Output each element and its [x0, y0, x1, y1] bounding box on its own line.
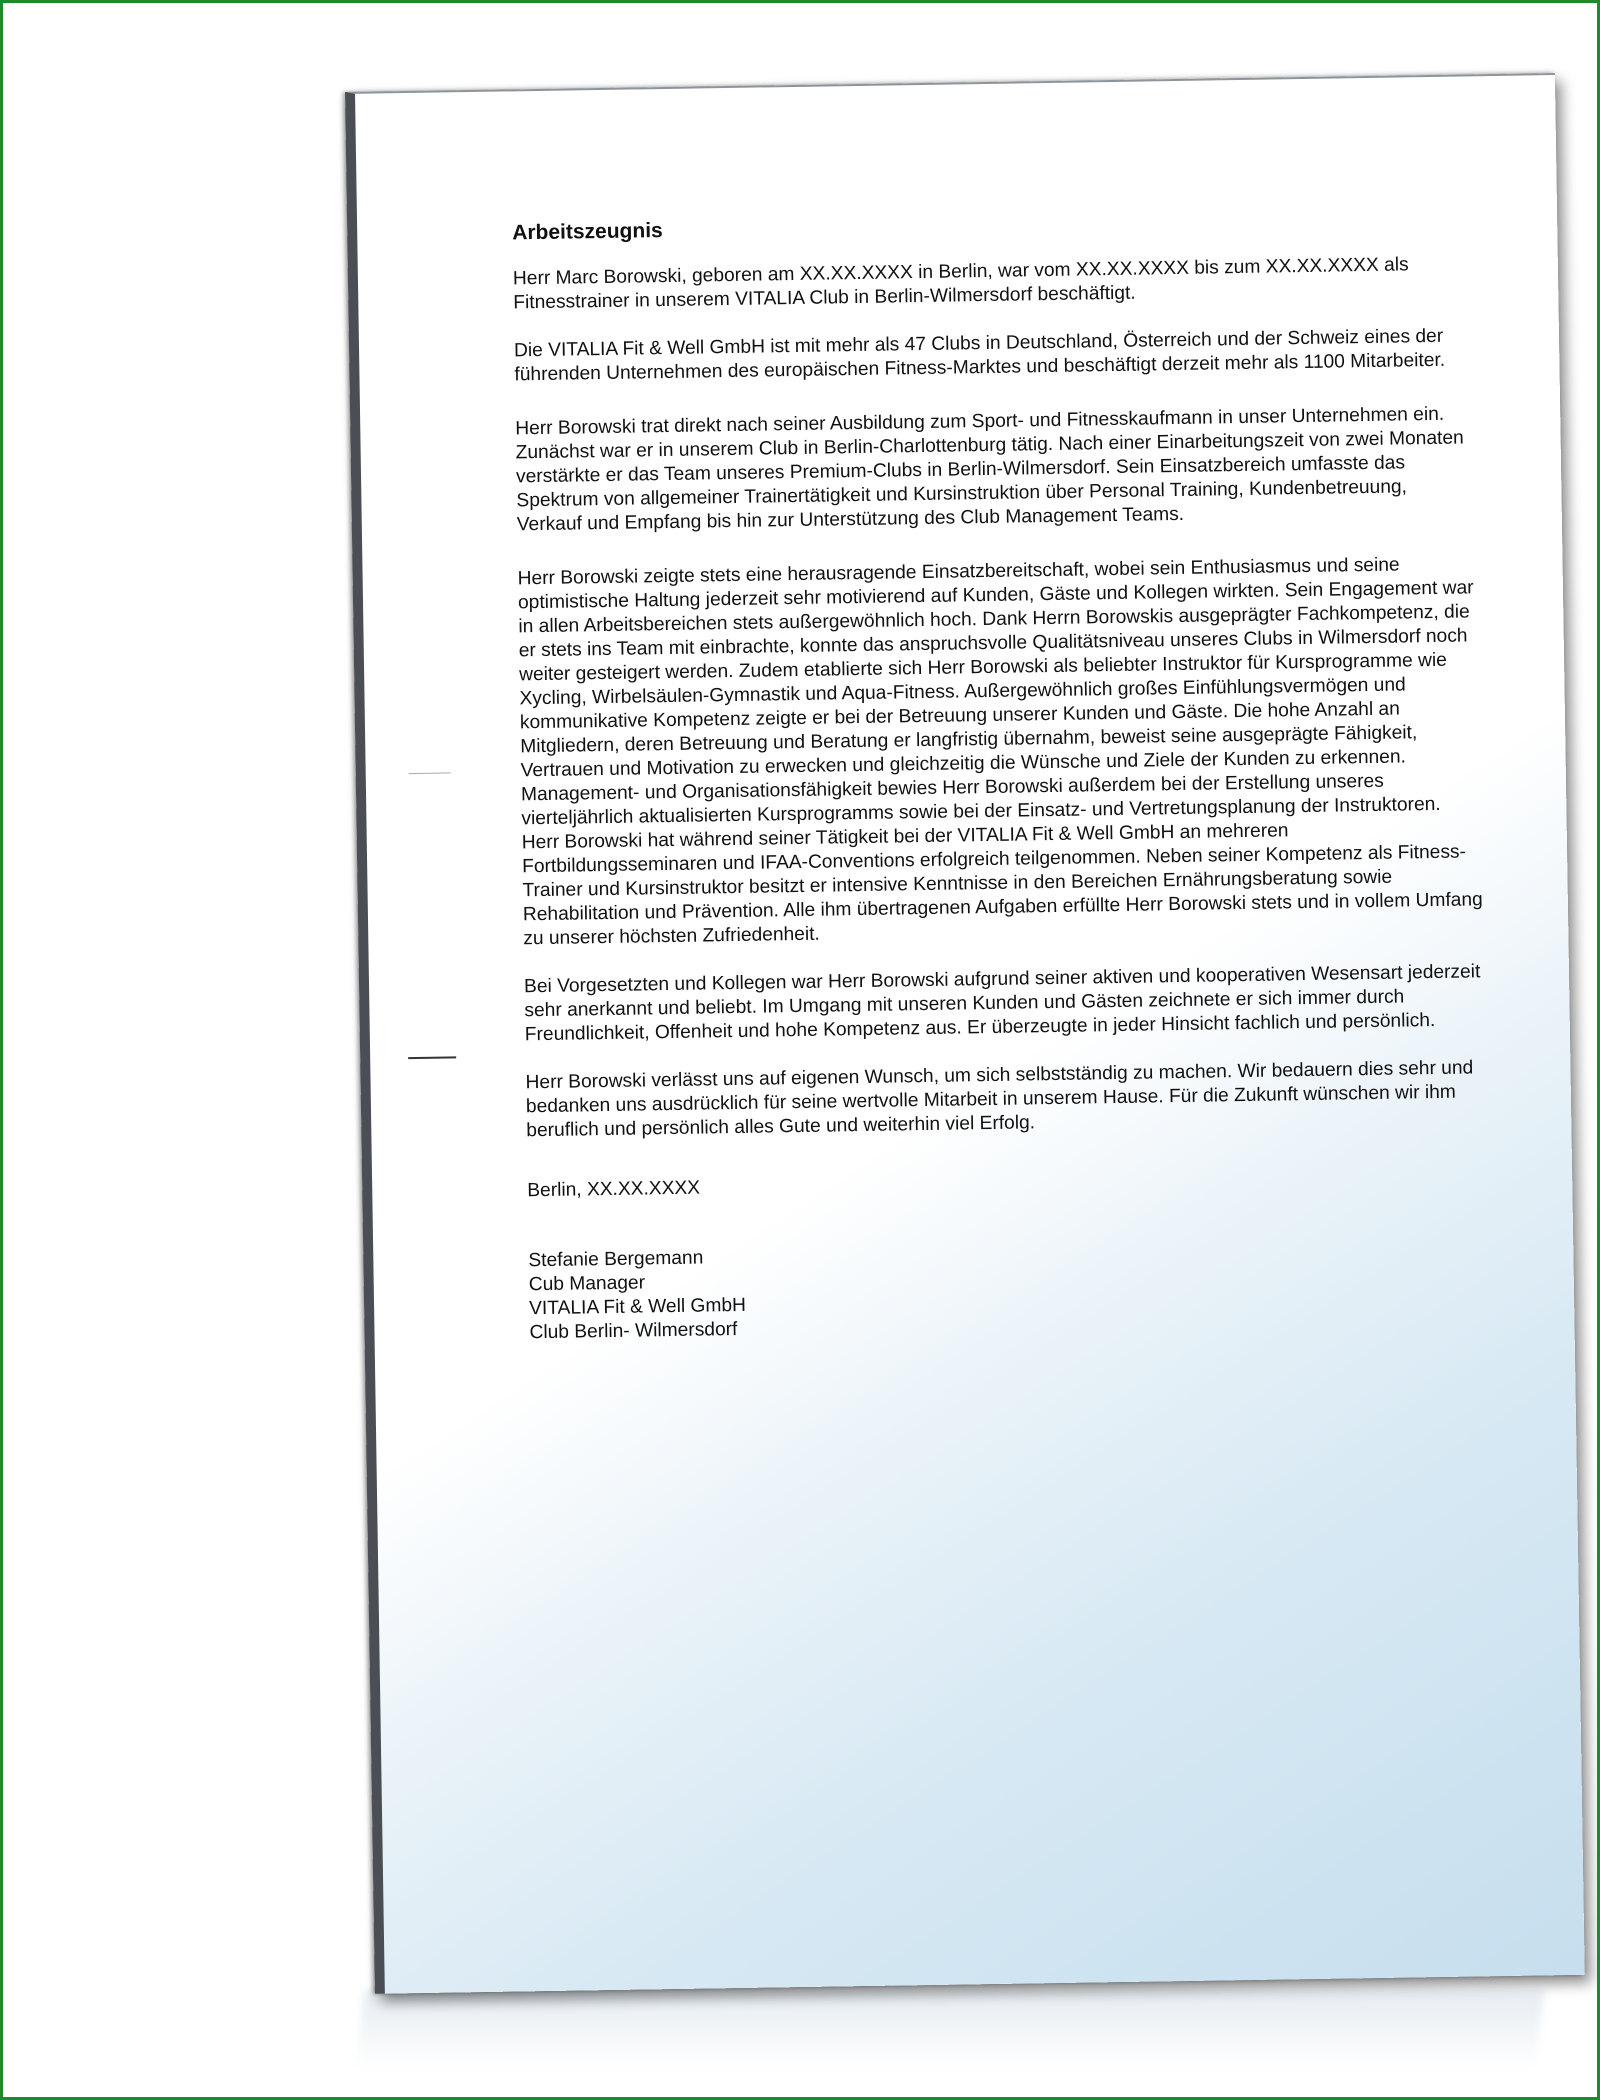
document-page — [345, 73, 1585, 1994]
paragraph-career: Herr Borowski trat direkt nach seiner Ausbildung zum Sport- und Fitnesskaufmann in unser Unternehmen ein. Zunächst war er in unserem Club in Berlin-Charlottenburg tätig. Nach einer Einarbeitungszeit von zwei Monaten verstärkte er das Team unseres Premium-Clubs in Berlin-Wilmersdorf. Sein Einsatzbereich umfasste das Spektrum von allgemeiner Trainertätigkeit und Kursinstruktion über Personal Training, Kundenbetreuung, Verkauf und Empfang bis hin zur Unterstützung des Club Management Teams. — [515, 403, 1464, 536]
paragraph-employment: Herr Marc Borowski, geboren am XX.XX.XXXX in Berlin, war vom XX.XX.XXXX bis zum XX.XX.XXXX als Fitnesstrainer in unserem VITALIA Club in Berlin-Wilmersdorf beschäftigt. — [512, 254, 1409, 314]
signature-block — [528, 1234, 1489, 1345]
page-reflection — [356, 1990, 1544, 2070]
place-date: Berlin, XX.XX.XXXX — [527, 1177, 701, 1202]
document-body — [512, 206, 1490, 1345]
signature-name: Stefanie Bergemann — [528, 1247, 704, 1272]
paragraph-performance: Herr Borowski zeigte stets eine herausragende Einsatzbereitschaft, wobei sein Enthusiasmus und seine optimistische Haltung jederzeit sehr motivierend auf Kunden, Gäste und Kollegen wirkten. Sein Engagement war in allen Arbeitsbereichen stets außergewöhnlich hoch. Dank Herrn Borowskis ausgeprägter Fachkompetenz, die er stets ins Team mit einbrachte, konnte das anspruchsvolle Qualitätsniveau unseres Clubs in Wilmersdorf noch weiter gesteigert werden. Zudem etablierte sich Herr Borowski als beliebter Instruktor für Kursprogramme wie Xycling, Wirbelsäulen-Gymnastik und Aqua-Fitness. Außergewöhnlich großes Einfühlungsvermögen und kommunikative Kompetenz zeigte er bei der Betreuung unserer Kunden und Gäste. Die hohe Anzahl an Mitgliedern, deren Betreuung und Beratung er langfristig übernahm, beweist seine ausgeprägte Fähigkeit, Vertrauen und Motivation zu erwecken und gleichzeitig die Wünsche und Ziele der Kunden zu erkennen. Management- und Organisationsfähigkeit bewies Herr Borowski außerdem bei der Erstellung unseres vierteljährlich aktualisierten Kursprogramms sowie bei der Einsatz- und Vertretungsplanung der Instruktoren. Herr Borowski hat während seiner Tätigkeit bei der VITALIA Fit & Well GmbH an mehreren Fortbildungsseminaren und IFAA-Conventions erfolgreich teilgenommen. Neben seiner Kompetenz als Fitness-Trainer und Kursinstruktor besitzt er intensive Kenntnisse in den Bereichen Ernährungsberatung sowie Rehabilitation und Prävention. Alle ihm übertragenen Aufgaben erfüllte Herr Borowski stets und in vollem Umfang zu unserer höchsten Zufriedenheit. — [517, 554, 1483, 950]
punch-mark — [408, 1056, 456, 1059]
fold-mark-upper — [409, 772, 451, 774]
paragraph-farewell: Herr Borowski verlässt uns auf eigenen Wunsch, um sich selbstständig zu machen. Wir bedauern dies sehr und bedanken uns ausdrücklich für seine wertvolle Mitarbeit in unserem Hause. Für die Zukunft wünschen wir ihm beruflich und persönlich alles Gute und weiterhin viel Erfolg. — [525, 1057, 1474, 1142]
signature-company: VITALIA Fit & Well GmbH — [528, 1294, 747, 1320]
signature-location: Club Berlin- Wilmersdorf — [529, 1318, 738, 1344]
signature-role: Cub Manager — [528, 1272, 646, 1296]
paragraph-company: Die VITALIA Fit & Well GmbH ist mit mehr als 47 Clubs in Deutschland, Österreich und der Schweiz eines der führenden Unternehmen des europäischen Fitness-Marktes und beschäftigt derzeit mehr als 1100 Mitarbeiter. — [513, 325, 1446, 386]
document-title: Arbeitszeugnis — [512, 219, 663, 245]
paragraph-conduct: Bei Vorgesetzten und Kollegen war Herr Borowski aufgrund seiner aktiven und kooperativen Wesensart jederzeit sehr anerkannt und beliebt. Im Umgang mit unseren Kunden und Gästen zeichnete er sich immer durch Freundlichkeit, Offenheit und hohe Kompetenz aus. Er überzeugte in jeder Hinsicht fachlich und persönlich. — [523, 961, 1481, 1046]
